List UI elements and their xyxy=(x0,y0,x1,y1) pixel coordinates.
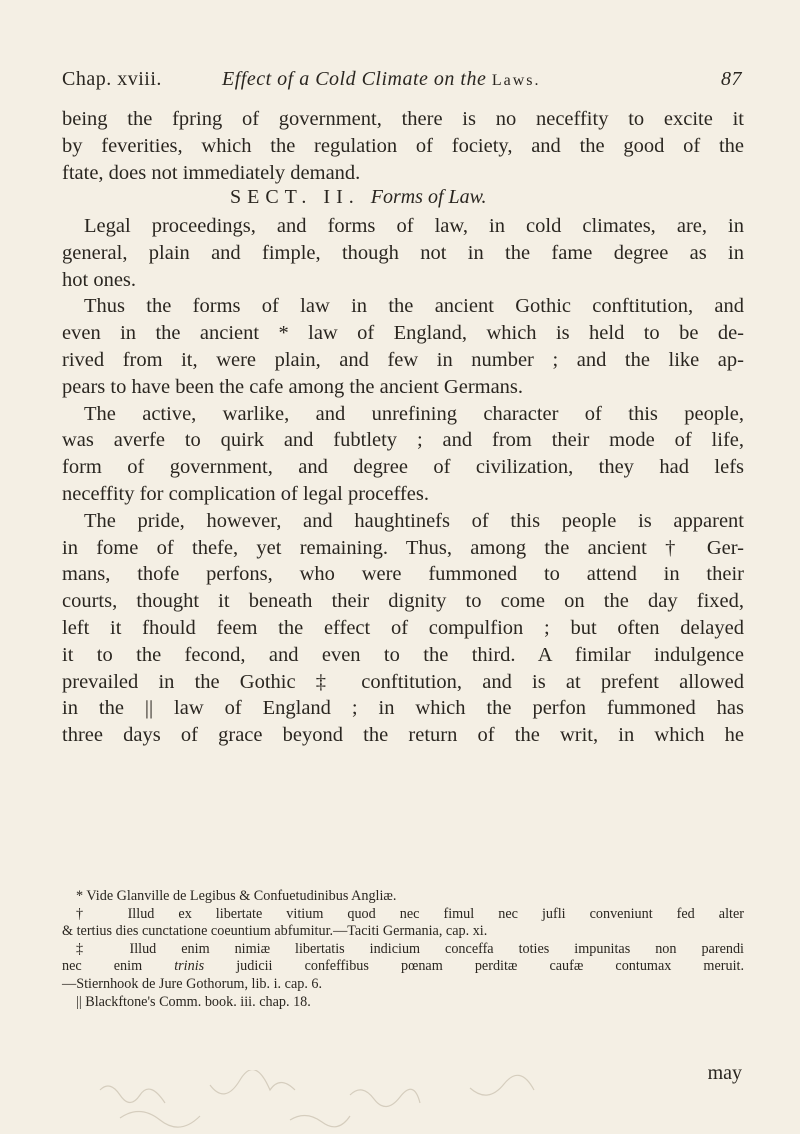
text-line: it to the fecond, and even to the third. A fimilar indulgence xyxy=(62,643,744,666)
footnote xyxy=(62,906,744,941)
opening-paragraph xyxy=(62,106,744,186)
text-line: mans, thofe perfons, who were fummoned to attend in their xyxy=(62,563,744,586)
text-line: rived from it, were plain, and few in number ; and the like ap- xyxy=(62,348,744,371)
handwritten-marks xyxy=(60,1070,620,1130)
text-line: in fome of thefe, yet remaining. Thus, among the ancient † Ger- xyxy=(62,536,744,559)
running-header xyxy=(62,68,742,98)
text-line: left it fhould feem the effect of compulfion ; but often delayed xyxy=(62,616,744,639)
footnote-line: || Blackftone's Comm. book. iii. chap. 18. xyxy=(76,993,311,1010)
footnote xyxy=(62,888,744,906)
running-title-laws: Laws. xyxy=(491,72,541,89)
footnote-line: ‡ Illud enim nimiæ libertatis indicium conceffa toties impunitas non parendi xyxy=(76,940,744,957)
footnote-text: nec enim xyxy=(62,958,175,975)
footnote xyxy=(62,994,744,1012)
text-line: ftate, does not immediately demand. xyxy=(62,161,361,184)
text-line: The active, warlike, and unrefining character of this people, xyxy=(84,402,744,425)
footnote-line: † Illud ex libertate vitium quod nec fimul nec jufli conveniunt fed alter xyxy=(76,905,744,922)
catchword: may xyxy=(707,1062,742,1084)
footnote xyxy=(62,941,744,994)
footnotes xyxy=(62,888,744,1011)
section-title: Forms of Law. xyxy=(370,186,487,208)
text-line: prevailed in the Gothic ‡ conftitution, and is at prefent allowed xyxy=(62,670,744,693)
text-line: Legal proceedings, and forms of law, in cold climates, are, in xyxy=(84,215,744,237)
footnote-line: * Vide Glanville de Legibus & Confuetudinibus Angliæ. xyxy=(76,888,397,904)
text-line: was averfe to quirk and fubtlety ; and from their mode of life, xyxy=(62,429,744,452)
page-number: 87 xyxy=(721,68,742,90)
text-line: being the fpring of government, there is no neceffity to excite it xyxy=(62,108,744,130)
section-heading xyxy=(230,186,487,209)
chapter-label: Chap. xviii. xyxy=(62,68,162,90)
text-line: three days of grace beyond the return of the writ, in which he xyxy=(62,724,744,747)
text-line: hot ones. xyxy=(62,268,137,291)
running-title-text: Effect of a Cold Climate on the xyxy=(222,68,487,90)
text-line: courts, thought it beneath their dignity to come on the day fixed, xyxy=(62,590,744,613)
footnote-italic-text: trinis xyxy=(174,958,205,975)
text-line: neceffity for complication of legal proceffes. xyxy=(62,482,429,505)
footnote-text: judicii confeffibus pœnam perditæ caufæ contumax meruit. xyxy=(204,958,744,975)
text-line: pears to have been the cafe among the ancient Germans. xyxy=(62,375,524,398)
text-line: by feverities, which the regulation of fociety, and the good of the xyxy=(62,134,744,157)
text-line: even in the ancient * law of England, which is held to be de- xyxy=(62,322,744,345)
text-line: form of government, and degree of civilization, they had lefs xyxy=(62,456,744,479)
footnote-line: —Stiernhook de Jure Gothorum, lib. i. cap. 6. xyxy=(62,975,323,992)
footnote-line xyxy=(62,958,744,976)
text-line: in the || law of England ; in which the perfon fummoned has xyxy=(62,697,744,720)
text-line: Thus the forms of law in the ancient Gothic conftitution, and xyxy=(84,295,744,318)
footnote-line: & tertius dies cunctatione coeuntium abfumitur.—Taciti Germania, cap. xi. xyxy=(62,923,488,940)
running-title xyxy=(222,68,541,91)
text-line: general, plain and fimple, though not in the fame degree as in xyxy=(62,241,744,264)
main-text xyxy=(62,213,744,749)
section-label: SECT. II. xyxy=(230,186,360,208)
text-line: The pride, however, and haughtinefs of this people is apparent xyxy=(84,509,744,532)
